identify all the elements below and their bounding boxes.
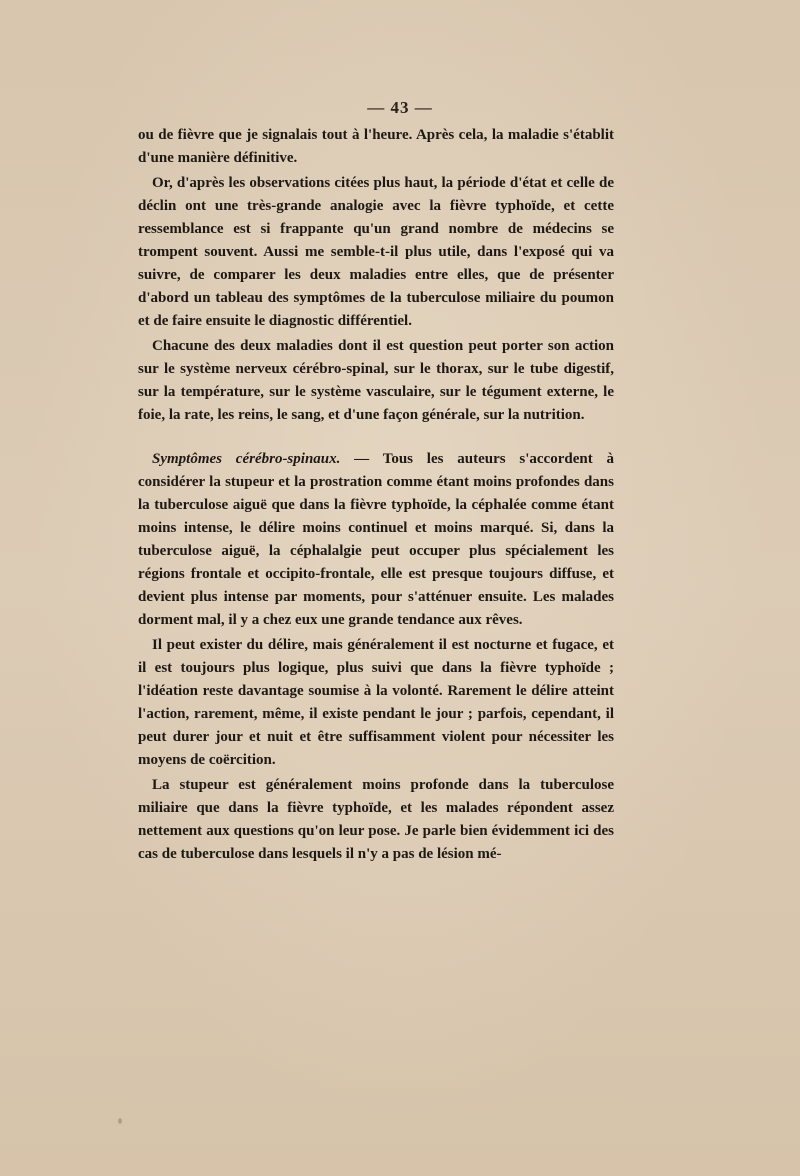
paragraph-4-body: — Tous les auteurs s'accordent à considérer la stupeur et la prostration comme étant moins profondes dans la tuberculose aiguë que dans la fièvre typhoïde, la céphalée comme étant moins intense, le délire moins continuel et moins marqué. Si, dans la tuberculose aiguë, la céphalalgie peut occuper plus spécialement les régions frontale et occipito-frontale, elle est presque toujours diffuse, et devient plus intense par moments, pour s'atténuer ensuite. Les malades dorment mal, il y a chez eux une grande tendance aux rêves. xyxy=(138,451,614,628)
paragraph-6: La stupeur est généralement moins profonde dans la tuberculose miliaire que dans la fièvre typhoïde, et les malades répondent assez nettement aux questions qu'on leur pose. Je parle bien évidemment ici des cas de tuberculose dans lesquels il n'y a pas de lésion mé- xyxy=(138,777,614,862)
paragraph-5: Il peut exister du délire, mais généralement il est nocturne et fugace, et il est toujours plus logique, plus suivi que dans la fièvre typhoïde ; l'idéation reste davantage soumise à la volonté. Rarement le délire atteint l'action, rarement, même, il existe pendant le jour ; parfois, cependant, il peut durer jour et nuit et être suffisamment violent pour nécessiter les moyens de coërcition. xyxy=(138,637,614,768)
paper-spot xyxy=(118,1118,122,1124)
paragraph-3: Chacune des deux maladies dont il est question peut porter son action sur le système nerveux cérébro-spinal, sur le thorax, sur le tube digestif, sur la température, sur le système vasculaire, sur le tégument externe, le foie, la rate, les reins, le sang, et d'une façon générale, sur la nutrition. xyxy=(138,338,614,423)
section-heading: Symptômes cérébro-spinaux. xyxy=(152,451,341,467)
page-number: — 43 — xyxy=(367,98,433,117)
body-text xyxy=(138,124,614,868)
paragraph-4 xyxy=(138,448,614,632)
paragraph-2: Or, d'après les observations citées plus haut, la période d'état et celle de déclin ont une très-grande analogie avec la fièvre typhoïde, et cette ressemblance est si frappante qu'un grand nombre de médecins se trompent souvent. Aussi me semble-t-il plus utile, dans l'exposé qui va suivre, de comparer les deux maladies entre elles, que de présenter d'abord un tableau des symptômes de la tuberculose miliaire du poumon et de faire ensuite le diagnostic différentiel. xyxy=(138,175,614,329)
paragraph-1: ou de fièvre que je signalais tout à l'heure. Après cela, la maladie s'établit d'une manière définitive. xyxy=(138,127,614,166)
